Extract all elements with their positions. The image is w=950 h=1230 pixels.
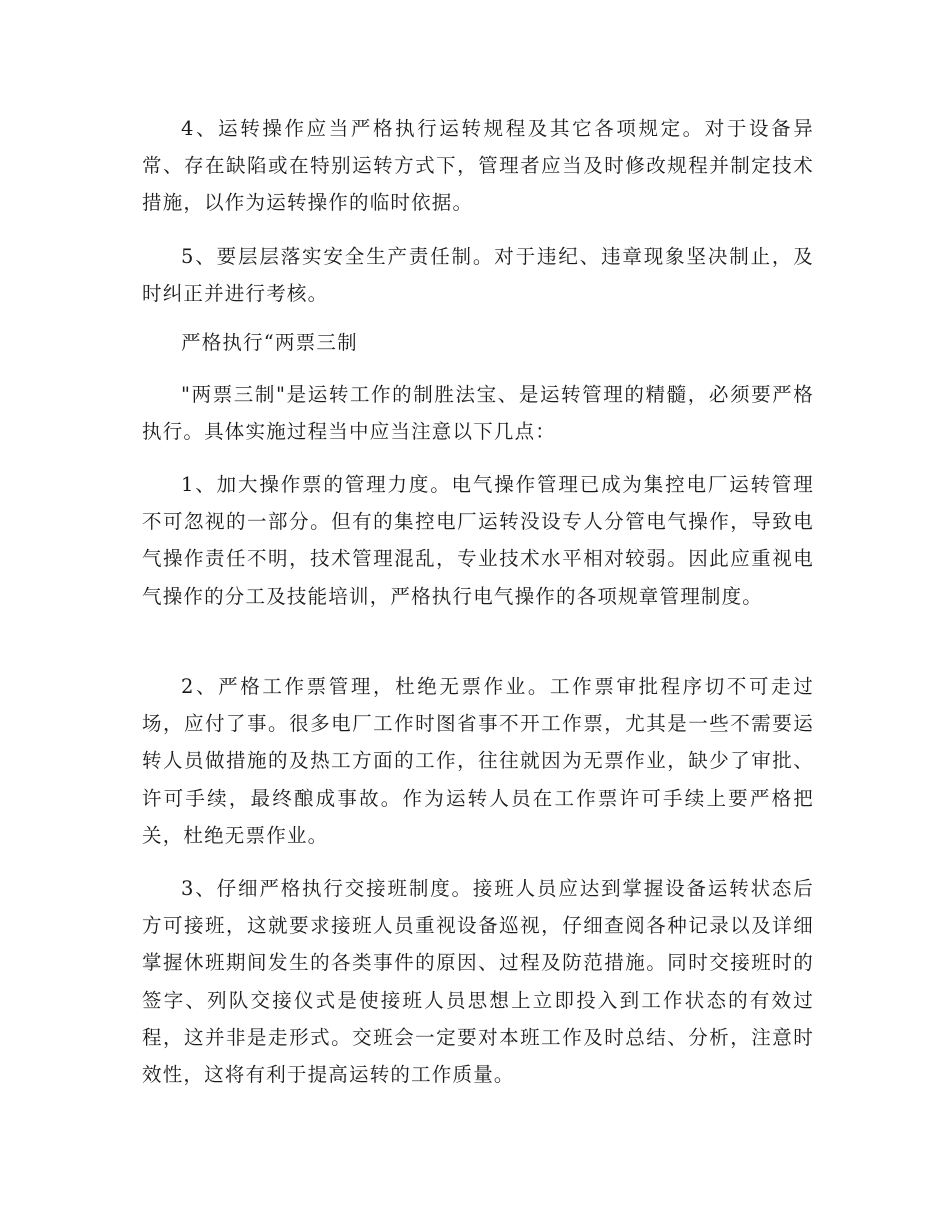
paragraph-operation-rules: 4、运转操作应当严格执行运转规程及其它各项规定。对于设备异常、存在缺陷或在特别运转方式下，管理者应当及时修改规程并制定技术措施，以作为运转操作的临时依据。: [142, 117, 814, 215]
paragraph-safety-responsibility: 5、要层层落实安全生产责任制。对于违纪、违章现象坚决制止，及时纠正并进行考核。: [142, 245, 814, 306]
paragraph-shift-handover: 3、仔细严格执行交接班制度。接班人员应达到掌握设备运转状态后方可接班，这就要求接班人员重视设备巡视，仔细查阅各种记录以及详细掌握休班期间发生的各类事件的原因、过程及防范措施。同时交接班时的签字、列队交接仪式是使接班人员思想上立即投入到工作状态的有效过程，这并非是走形式。交班会一定要对本班工作及时总结、分析，注意时效性，这将有利于提高运转的工作质量。: [142, 877, 814, 1087]
paragraph-work-ticket: 2、严格工作票管理，杜绝无票作业。工作票审批程序切不可走过场，应付了事。很多电厂工作时图省事不开工作票，尤其是一些不需要运转人员做措施的及热工方面的工作，往往就因为无票作业，缺少了审批、许可手续，最终酿成事故。作为运转人员在工作票许可手续上要严格把关，杜绝无票作业。: [142, 675, 814, 847]
section-heading: 严格执行“两票三制: [181, 331, 358, 354]
paragraph-two-tickets-intro: "两票三制"是运转工作的制胜法宝、是运转管理的精髓，必须要严格执行。具体实施过程当中应当注意以下几点：: [142, 383, 814, 444]
paragraph-operation-ticket: 1、加大操作票的管理力度。电气操作管理已成为集控电厂运转管理不可忽视的一部分。但有的集控电厂运转没设专人分管电气操作，导致电气操作责任不明，技术管理混乱，专业技术水平相对较弱。因此应重视电气操作的分工及技能培训，严格执行电气操作的各项规章管理制度。: [142, 473, 814, 608]
